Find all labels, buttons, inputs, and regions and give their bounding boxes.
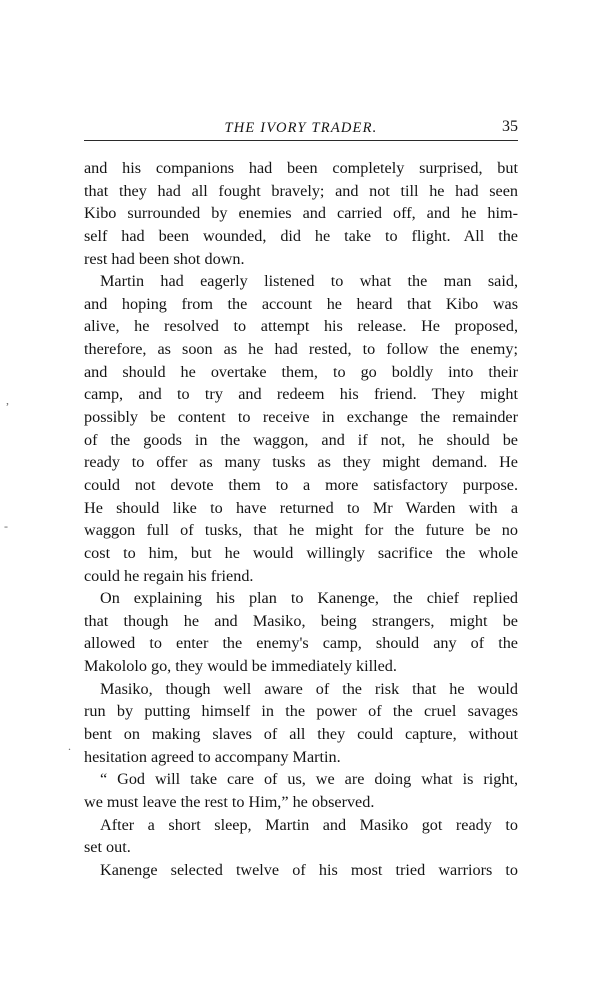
text-line: run by putting himself in the power of the cruel savages bbox=[84, 702, 518, 721]
text-line: therefore, as soon as he had rested, to follow the enemy; bbox=[84, 340, 518, 359]
margin-mark: . bbox=[68, 739, 71, 753]
text-line: that they had all fought bravely; and not till he had seen bbox=[84, 181, 518, 200]
text-line: Kanenge selected twelve of his most tried warriors to bbox=[100, 860, 518, 879]
text-line: and hoping from the account he heard that Kibo was bbox=[84, 294, 518, 313]
text-line: He should like to have returned to Mr Warden with a bbox=[84, 498, 518, 517]
running-header bbox=[84, 118, 518, 141]
text-line: allowed to enter the enemy's camp, should any of the bbox=[84, 634, 518, 653]
text-line: After a short sleep, Martin and Masiko got ready to bbox=[100, 815, 518, 834]
text-line: On explaining his plan to Kanenge, the chief replied bbox=[100, 589, 518, 608]
text-line: cost to him, but he would willingly sacrifice the whole bbox=[84, 543, 518, 562]
margin-mark: - bbox=[4, 519, 8, 533]
margin-mark: , bbox=[6, 393, 9, 407]
text-line: and should he overtake them, to go boldly into their bbox=[84, 362, 518, 381]
text-line: alive, he resolved to attempt his release. He proposed, bbox=[84, 317, 518, 336]
text-line: Masiko, though well aware of the risk that he would bbox=[100, 679, 518, 698]
text-line: rest had been shot down. bbox=[84, 249, 245, 268]
text-line: Kibo surrounded by enemies and carried off, and he him- bbox=[84, 204, 518, 223]
text-line: we must leave the rest to Him,” he observed. bbox=[84, 792, 375, 811]
text-line: and his companions had been completely surprised, but bbox=[84, 159, 518, 177]
text-line: camp, and to try and redeem his friend. They might bbox=[84, 385, 518, 404]
running-title: THE IVORY TRADER. bbox=[224, 120, 378, 136]
text-line: could not devote them to a more satisfactory purpose. bbox=[84, 475, 518, 494]
text-line: that though he and Masiko, being strangers, might be bbox=[84, 611, 518, 630]
text-line: hesitation agreed to accompany Martin. bbox=[84, 747, 341, 766]
text-line: possibly be content to receive in exchange the remainder bbox=[84, 408, 518, 427]
text-line: of the goods in the waggon, and if not, he should be bbox=[84, 430, 518, 449]
text-line: bent on making slaves of all they could capture, without bbox=[84, 725, 518, 744]
text-line: Martin had eagerly listened to what the man said, bbox=[100, 272, 518, 291]
text-line: waggon full of tusks, that he might for the future be no bbox=[84, 521, 518, 540]
text-line: “ God will take care of us, we are doing what is right, bbox=[100, 770, 518, 789]
text-line: self had been wounded, did he take to flight. All the bbox=[84, 226, 518, 245]
text-line: ready to offer as many tusks as they might demand. He bbox=[84, 453, 518, 472]
text-line: Makololo go, they would be immediately killed. bbox=[84, 657, 397, 676]
text-line: set out. bbox=[84, 838, 131, 857]
body-text bbox=[84, 157, 518, 882]
text-line: could he regain his friend. bbox=[84, 566, 254, 585]
page-number: 35 bbox=[502, 118, 518, 135]
